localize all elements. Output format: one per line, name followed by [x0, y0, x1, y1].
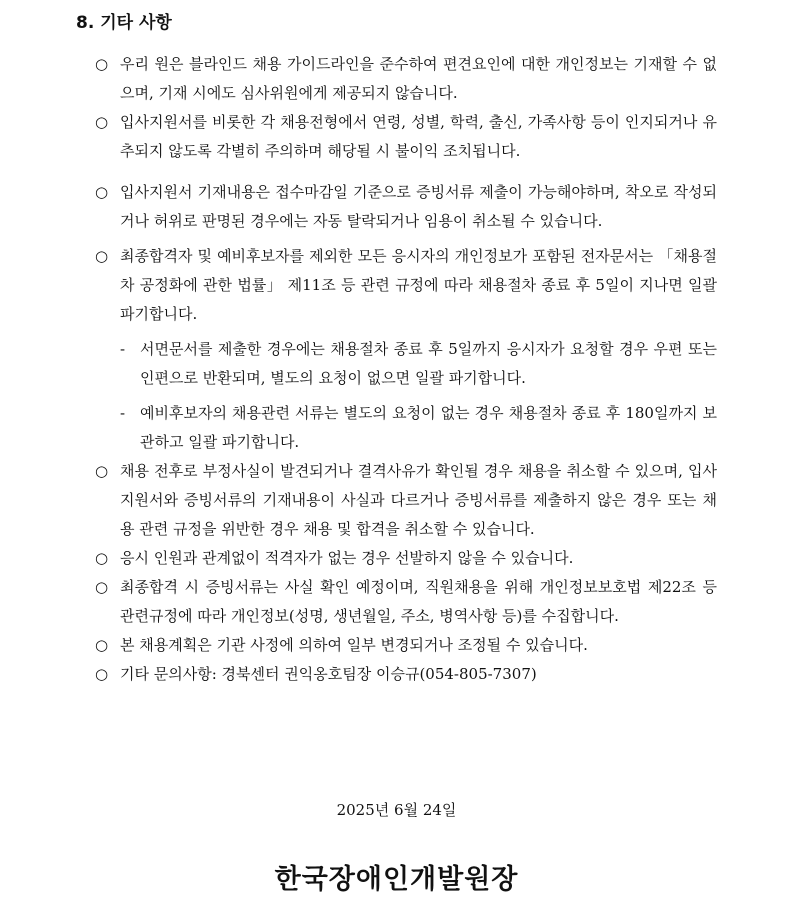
list-item-text: 최종합격자 및 예비후보자를 제외한 모든 응시자의 개인정보가 포함된 전자문서는 「채용절차 공정화에 관한 법률」 제11조 등 관련 규정에 따라 채용절차 종료 후 5일이 지나면 일괄 파기합니다. [120, 247, 717, 323]
list-item-text: 채용 전후로 부정사실이 발견되거나 결격사유가 확인될 경우 채용을 취소할 수 있으며, 입사지원서와 증빙서류의 기재내용이 사실과 다르거나 증빙서류를 제출하지 않은 경우 또는 채용 관련 규정을 위반한 경우 채용 및 합격을 취소할 수 있습니다. [120, 462, 717, 538]
list-item-text: 최종합격 시 증빙서류는 사실 확인 예정이며, 직원채용을 위해 개인정보보호법 제22조 등 관련규정에 따라 개인정보(성명, 생년월일, 주소, 병역사항 등)를 수집합니다. [120, 578, 717, 625]
sub-list-item-text: 서면문서를 제출한 경우에는 채용절차 종료 후 5일까지 응시자가 요청할 경우 우편 또는 인편으로 반환되며, 별도의 요청이 없으면 일괄 파기합니다. [140, 340, 717, 387]
list-item [0, 108, 793, 166]
dash-icon: - [120, 404, 126, 422]
bullet-circle-icon: ○ [95, 578, 109, 596]
list-item [0, 631, 793, 660]
list-item [0, 242, 793, 329]
bullet-circle-icon: ○ [95, 636, 109, 654]
bullet-circle-icon: ○ [95, 183, 109, 201]
list-item-text: 본 채용계획은 기관 사정에 의하여 일부 변경되거나 조정될 수 있습니다. [120, 636, 588, 654]
list-item-text: 응시 인원과 관계없이 적격자가 없는 경우 선발하지 않을 수 있습니다. [120, 549, 574, 567]
list-item-text: 우리 원은 블라인드 채용 가이드라인을 준수하여 편견요인에 대한 개인정보는 기재할 수 없으며, 기재 시에도 심사위원에게 제공되지 않습니다. [120, 55, 717, 102]
bullet-circle-icon: ○ [95, 247, 109, 265]
section-title: 8. 기타 사항 [76, 13, 172, 33]
list-item [0, 573, 793, 631]
list-item-text: 입사지원서를 비롯한 각 채용전형에서 연령, 성별, 학력, 출신, 가족사항 등이 인지되거나 유추되지 않도록 각별히 주의하며 해당될 시 불이익 조치됩니다. [120, 113, 717, 160]
list-item [0, 660, 793, 689]
bullet-circle-icon: ○ [95, 55, 109, 73]
list-item [0, 457, 793, 544]
sub-list-item [0, 335, 793, 393]
announcement-date: 2025년 6월 24일 [336, 801, 457, 819]
organization-signature: 한국장애인개발원장 [274, 864, 519, 895]
list-item [0, 50, 793, 108]
list-item-text: 기타 문의사항: 경북센터 권익옹호팀장 이승규(054-805-7307) [120, 665, 537, 683]
sub-list-item [0, 399, 793, 457]
list-item [0, 178, 793, 236]
list-item [0, 544, 793, 573]
notice-list [0, 50, 793, 689]
bullet-circle-icon: ○ [95, 113, 109, 131]
sub-list-item-text: 예비후보자의 채용관련 서류는 별도의 요청이 없는 경우 채용절차 종료 후 180일까지 보관하고 일괄 파기합니다. [140, 404, 717, 451]
bullet-circle-icon: ○ [95, 462, 109, 480]
list-item-text: 입사지원서 기재내용은 접수마감일 기준으로 증빙서류 제출이 가능해야하며, 착오로 작성되거나 허위로 판명된 경우에는 자동 탈락되거나 임용이 취소될 수 있습니다. [120, 183, 717, 230]
bullet-circle-icon: ○ [95, 549, 109, 567]
bullet-circle-icon: ○ [95, 665, 109, 683]
dash-icon: - [120, 340, 126, 358]
